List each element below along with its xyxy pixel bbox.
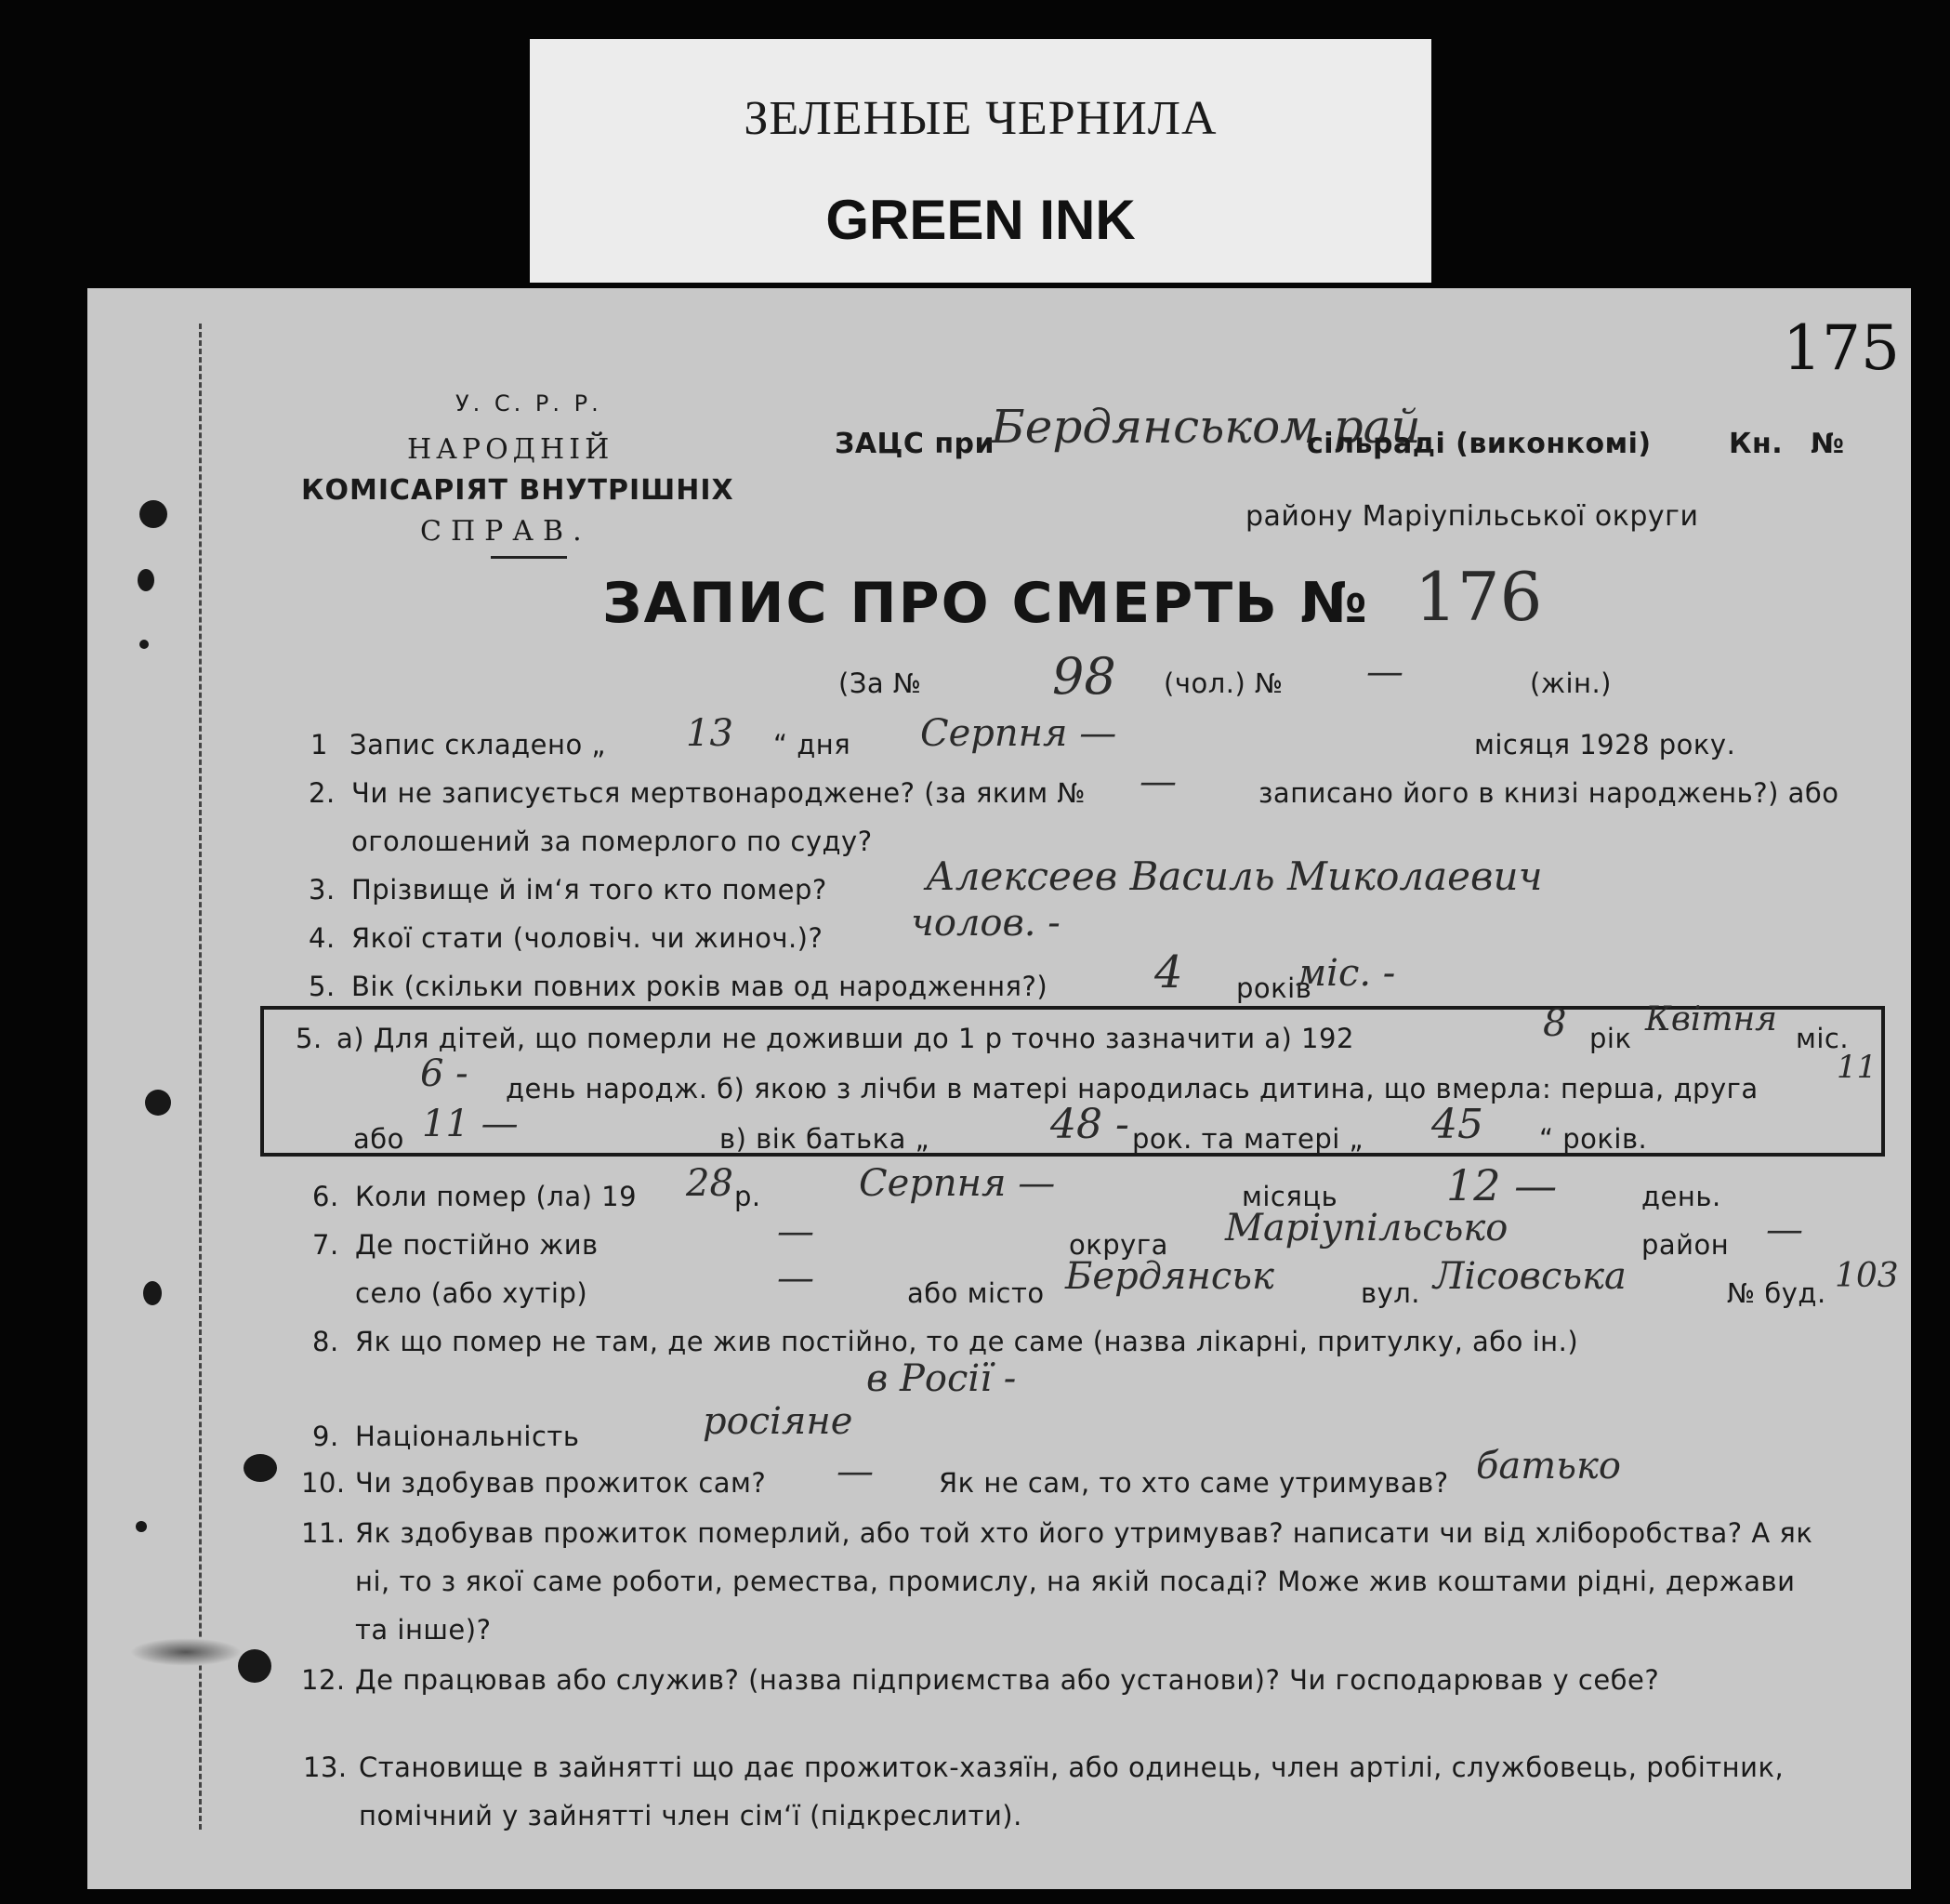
row-5a-mark: 11: [1837, 1049, 1878, 1086]
row-5a-father-label: в) вік батька „: [719, 1123, 930, 1155]
binding-hole: [238, 1649, 271, 1683]
row-5a-father-age: 48 -: [1050, 1101, 1129, 1148]
binding-hole: [139, 640, 149, 649]
zags-label: ЗАЦС при: [835, 428, 995, 460]
row-5a-birth-order: 11 —: [422, 1103, 519, 1145]
row-7-okruha: Маріупільсько: [1225, 1207, 1509, 1250]
row-7-misto-label: або місто: [907, 1277, 1045, 1309]
row-10-label: Чи здобував прожиток сам?: [355, 1467, 767, 1499]
ink-label-card: [530, 39, 1431, 283]
row-10-number: 10.: [301, 1467, 346, 1499]
binding-hole: [143, 1281, 162, 1305]
row-6-label: Коли помер (ла) 19: [355, 1181, 638, 1212]
org-rule: [491, 556, 567, 559]
row-7-house-label: № буд.: [1727, 1277, 1826, 1309]
row-10-label-2: Як не сам, то хто саме утримував?: [939, 1467, 1449, 1499]
row-2-label: Чи не записується мертвонароджене? (за яким №: [351, 777, 1087, 809]
row-1-year: місяця 1928 року.: [1474, 729, 1736, 760]
row-6-year-label: р.: [734, 1181, 761, 1212]
row-9-label: Національність: [355, 1421, 580, 1452]
zags-handwritten: Бердянськом рай: [991, 400, 1421, 454]
row-5a-month-label: міс.: [1796, 1023, 1850, 1054]
record-number: 176: [1415, 558, 1543, 636]
row-5a-or-label: або: [353, 1123, 404, 1155]
record-title: ЗАПИС ПРО СМЕРТЬ №: [602, 571, 1369, 636]
row-6-day: 12 —: [1446, 1160, 1558, 1210]
za-label: (За №: [838, 668, 922, 699]
row-2-label-3: оголошений за померлого по суду?: [351, 826, 873, 857]
row-4-label: Якої стати (чоловіч. чи жиноч.)?: [351, 922, 823, 954]
row-1-label: Запис складено „: [349, 729, 606, 760]
row-7-selo-label: село (або хутір): [355, 1277, 588, 1309]
female-count: —: [1366, 651, 1403, 694]
male-label: (чол.) №: [1164, 668, 1284, 699]
org-commissariat-1: НАРОДНІЙ: [407, 433, 614, 466]
row-8-label: Як що помер не там, де жив постійно, то де саме (назва лікарні, притулку, або ін.): [355, 1326, 1579, 1357]
binding-hole: [138, 569, 154, 591]
org-commissariat-2: КОМІСАРІЯТ ВНУТРІШНІХ: [301, 474, 734, 507]
row-9-number: 9.: [312, 1421, 339, 1452]
row-12-number: 12.: [301, 1664, 346, 1696]
row-13-label-1: Становище в зайнятті що дає прожиток-хазяїн, або одинець, член артілі, службовець, робітник,: [359, 1752, 1785, 1783]
row-11-label-2: ні, то з якої саме роботи, ремества, промислу, на якій посаді? Може жив коштами рідні, держави: [355, 1566, 1796, 1597]
row-9-nationality: росіяне: [703, 1400, 853, 1443]
row-8-place: в Росії -: [866, 1357, 1017, 1400]
row-5a-birth-day: 6 -: [420, 1052, 468, 1095]
binding-hole: [145, 1090, 171, 1116]
row-5a-birth-month: Квітня: [1645, 1000, 1778, 1038]
row-5a-mother-label: рок. та матері „: [1132, 1123, 1364, 1155]
row-7-raion-label: район: [1641, 1229, 1730, 1261]
row-12-label: Де працював або служив? (назва підприємства або установи)? Чи господарював у себе?: [355, 1664, 1660, 1696]
male-count: 98: [1052, 647, 1116, 706]
row-5a-number: 5.: [296, 1023, 323, 1054]
row-5a-year-label: рік: [1589, 1023, 1632, 1054]
row-11-label-1: Як здобував прожиток померлий, або той хто його утримував? написати чи від хліборобства? А як: [355, 1517, 1813, 1549]
row-4-sex: чолов. -: [911, 902, 1061, 945]
row-11-number: 11.: [301, 1517, 346, 1549]
row-5a-years-label: “ років.: [1539, 1123, 1648, 1155]
row-7-selo: —: [777, 1257, 814, 1300]
row-6-number: 6.: [312, 1181, 339, 1212]
binding-hole: [244, 1454, 277, 1482]
district-line: району Маріупільської округи: [1245, 500, 1699, 533]
row-11-label-3: та інше)?: [355, 1614, 492, 1646]
row-3-name: Алексеев Василь Миколаевич: [926, 853, 1543, 899]
row-5a-label: а) Для дітей, що померли не доживши до 1 р точно зазначити а) 192: [336, 1023, 1354, 1054]
row-5a-mother-age: 45: [1431, 1101, 1483, 1148]
binding-hole: [136, 1521, 147, 1532]
page-number: 175: [1783, 312, 1900, 384]
book-label: Кн.: [1729, 428, 1784, 460]
row-7-residence: —: [777, 1210, 814, 1253]
row-7-house: 103: [1835, 1257, 1899, 1295]
row-10-provider: батько: [1476, 1445, 1621, 1488]
ink-label-english: GREEN INK: [825, 189, 1136, 251]
row-7-street: Лісовська: [1433, 1255, 1627, 1298]
row-5a-birth-year: 8: [1543, 1002, 1567, 1045]
row-3-number: 3.: [309, 874, 336, 906]
row-7-label: Де постійно жив: [355, 1229, 599, 1261]
row-7-number: 7.: [312, 1229, 339, 1261]
row-1-day-label: “ дня: [773, 729, 851, 760]
row-10-value: —: [837, 1450, 874, 1493]
book-number-label: №: [1811, 428, 1845, 460]
binding-hole: [139, 500, 167, 528]
ink-label-russian: ЗЕЛЕНЫЕ ЧЕРНИЛА: [744, 92, 1218, 145]
row-5-age: 4: [1154, 946, 1183, 998]
org-commissariat-3: СПРАВ.: [420, 515, 591, 548]
row-3-label: Прізвище й ім‘я того кто помер?: [351, 874, 827, 906]
row-4-number: 4.: [309, 922, 336, 954]
row-7-misto: Бердянськ: [1065, 1255, 1274, 1298]
row-7-street-label: вул.: [1361, 1277, 1421, 1309]
row-5-number: 5.: [309, 971, 336, 1002]
row-6-year: 28: [686, 1162, 733, 1205]
female-label: (жін.): [1530, 668, 1612, 699]
row-6-month-label: місяць: [1242, 1181, 1338, 1212]
row-5-years-label: років: [1236, 972, 1312, 1004]
row-7-okruha-label: округа: [1069, 1229, 1168, 1261]
row-2-label-2: записано його в книзі народжень?) або: [1258, 777, 1839, 809]
row-8-number: 8.: [312, 1326, 339, 1357]
row-1-number: 1: [310, 729, 328, 760]
row-1-month: Серпня —: [920, 712, 1117, 755]
row-7-raion: —: [1766, 1209, 1803, 1251]
fold-line: [199, 324, 202, 1830]
ink-smudge: [130, 1638, 242, 1666]
org-ussr: У. С. Р. Р.: [455, 390, 602, 416]
row-2-value: —: [1140, 760, 1177, 803]
row-1-day: 13: [686, 712, 733, 755]
row-13-number: 13.: [303, 1752, 348, 1783]
row-5-months: міс. -: [1296, 952, 1396, 995]
row-5-label: Вік (скільки повних років мав од народження?): [351, 971, 1048, 1002]
zags-suffix: сільраді (виконкомі): [1307, 428, 1652, 460]
row-2-number: 2.: [309, 777, 336, 809]
row-5a-birth-order-label: день народж. б) якою з лічби в матері народилась дитина, що вмерла: перша, друга: [506, 1073, 1759, 1104]
row-6-day-label: день.: [1641, 1181, 1721, 1212]
row-13-label-2: помічний у зайнятті член сім‘ї (підкреслити).: [359, 1800, 1022, 1831]
row-6-month: Серпня —: [859, 1162, 1056, 1205]
